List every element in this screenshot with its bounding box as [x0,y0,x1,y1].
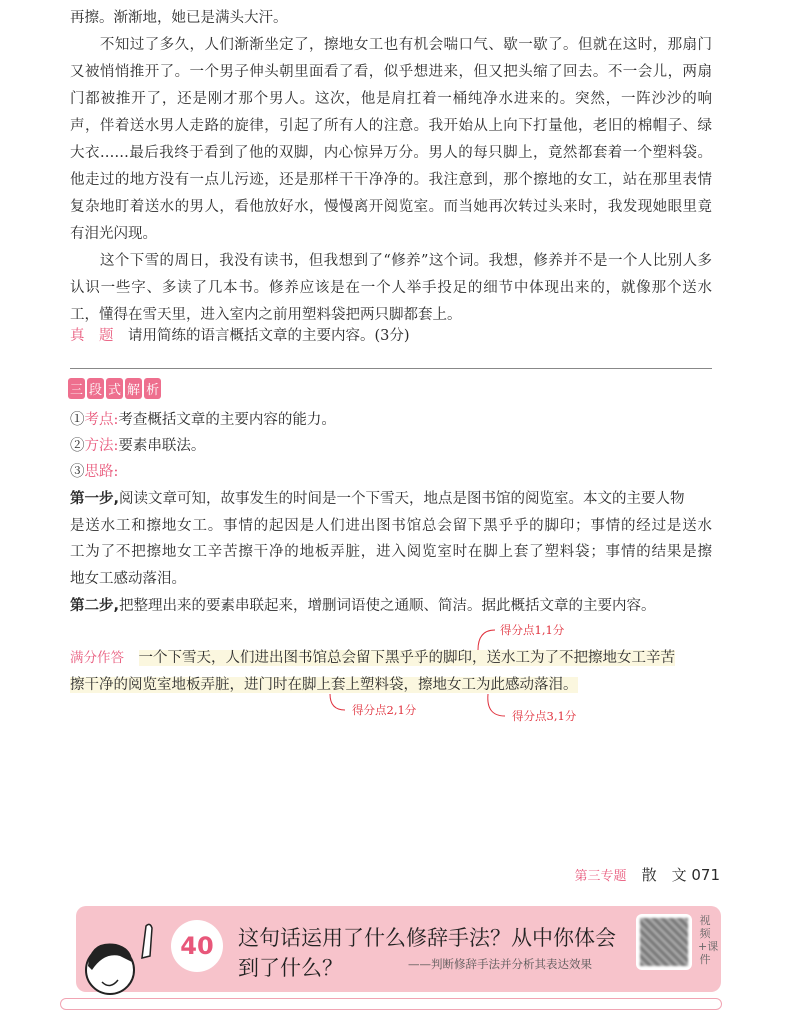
footer-section: 第三专题 [574,869,627,884]
score-note-2: 得分点2,1分 [352,703,417,717]
arrow-1 [478,630,495,650]
badge-char: 式 [106,378,123,399]
video-courseware-label: 视频+课件 [698,914,719,966]
text-line: 门都被推开了，还是刚才那个男人。这次，他是肩扛着一桶纯净水进来的。突然，一阵沙沙的响 [70,91,712,107]
step1-line: 是送水工和擦地女工。事情的起因是人们进出图书馆总会留下黑乎乎的脚印；事情的经过是送水 [70,517,712,534]
text-line: 声，伴着送水男人走路的旋律，引起了所有人的注意。我开始从上向下打量他，老旧的棉帽子、绿 [70,118,712,134]
page-footer [575,864,720,885]
step1-line: 地女工感动落泪。 [70,570,186,587]
text-line: 大衣……最后我终于看到了他的双脚，内心惊异万分。男人的每只脚上，竟然都套着一个塑料袋。 [70,145,712,161]
qr-code[interactable] [636,914,692,970]
question-number: 40 [171,920,223,972]
arrow-2 [330,694,345,710]
score-note-3: 得分点3,1分 [512,709,577,723]
badge-char: 段 [87,378,104,399]
question-text: 请用简练的语言概括文章的主要内容。(3分) [128,328,410,344]
banner-title-1: 这句话运用了什么修辞手法？从中你体会 [238,926,616,950]
answer-text-1: 一个下雪天，人们进出图书馆总会留下黑乎乎的脚印，送水工为了不把擦地女工辛苦 [138,650,675,666]
step1-text: 阅读文章可知，故事发生的时间是一个下雪天，地点是图书馆的阅览室。本文的主要人物 [119,491,685,507]
footer-topic: 散 文 [641,866,687,884]
text-line: 认识一些字、多读了几本书。修养应该是在一个人举手投足的细节中体现出来的，就像那个送水 [70,280,712,296]
page-number: 071 [691,866,720,884]
answer-text-2: 擦干净的阅览室地板弄脏，进门时在脚上套上塑料袋，擦地女工为此感动落泪。 [70,677,578,693]
item-num: ③ [70,464,85,480]
text-line: 有泪光闪现。 [70,226,157,242]
badge-char: 析 [144,378,161,399]
step1-label: 第一步, [70,491,120,507]
lower-box [60,998,722,1010]
banner-title-2: 到了什么？ [238,956,343,980]
text-line: 他走过的地方没有一点儿污迹，还是那样干干净净的。我注意到，那个擦地的女工，站在那里表情 [70,172,712,188]
text-line: 不知过了多久，人们渐渐坐定了，擦地女工也有机会喘口气、歇一歇了。但就在这时，那扇门 [70,37,712,53]
text-line: 复杂地盯着送水的男人，看他放好水，慢慢离开阅览室。而当她再次转过头来时，我发现她眼里竟 [70,199,712,215]
item-key: 考点: [84,412,119,428]
answer-label: 满分作答 [70,650,124,666]
banner-subtitle: ——判断修辞手法并分析其表达效果 [408,957,592,971]
text-line: 这个下雪的周日，我没有读书，但我想到了“修养”这个词。我想，修养并不是一个人比别人多 [70,253,712,269]
step2-text: 把整理出来的要素串联起来，增删词语使之通顺、简洁。据此概括文章的主要内容。 [119,598,656,614]
question-label: 真 题 [70,328,114,344]
score-note-1: 得分点1,1分 [500,623,565,637]
cartoon-boy-icon [80,918,160,1004]
item-num: ① [70,412,85,428]
step2-label: 第二步, [70,598,120,614]
text-line: 再擦。渐渐地，她已是满头大汗。 [70,10,288,26]
step1-line: 工为了不把擦地女工辛苦擦干净的地板弄脏，进入阅览室时在脚上套了塑料袋；事情的结果是擦 [70,544,712,560]
text-line: 工，懂得在雪天里，进入室内之前用塑料袋把两只脚都套上。 [70,307,462,323]
item-key: 方法: [84,438,119,454]
item-text: 考查概括文章的主要内容的能力。 [118,412,336,428]
item-text: 要素串联法。 [118,438,206,454]
text-line: 又被悄悄推开了。一个男子伸头朝里面看了看，似乎想进来，但又把头缩了回去。不一会儿，两扇 [70,64,712,80]
badge-char: 解 [125,378,142,399]
arrow-3 [488,694,505,716]
badge-char: 三 [68,378,85,399]
item-key: 思路: [84,464,119,480]
item-num: ② [70,438,85,454]
